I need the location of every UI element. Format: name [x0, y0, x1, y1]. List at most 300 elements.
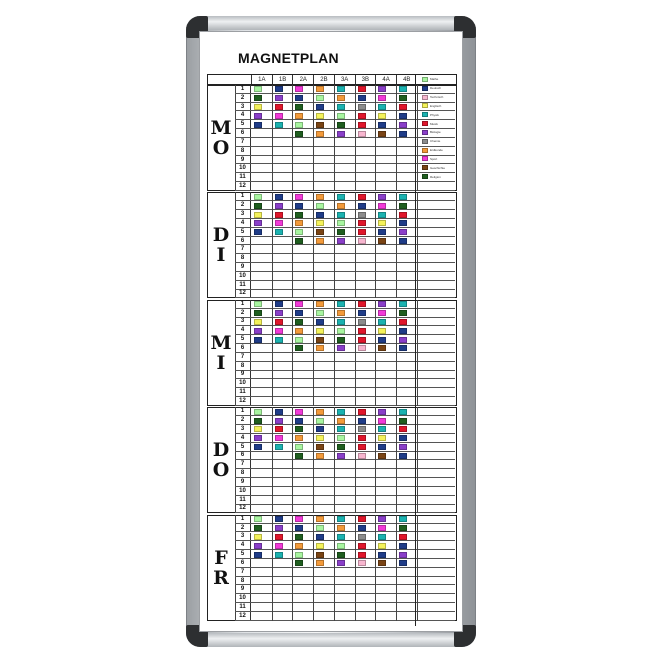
magnet-magenta[interactable] — [378, 310, 386, 316]
magnet-teal[interactable] — [337, 319, 345, 325]
magnet-darkgreen[interactable] — [295, 319, 303, 325]
row-number: 11 — [235, 496, 251, 504]
magnet-purple[interactable] — [254, 543, 262, 549]
legend-item — [422, 84, 455, 93]
day-label-letter: R — [213, 566, 229, 589]
magnet-magenta[interactable] — [295, 516, 303, 522]
magnet-yellow[interactable] — [378, 435, 386, 441]
column-header-3b: 3B — [355, 74, 376, 85]
magnet-orange[interactable] — [316, 453, 324, 459]
day-label-letter: I — [216, 351, 226, 374]
magnet-purple[interactable] — [337, 238, 345, 244]
magnet-lightgreen[interactable] — [295, 552, 303, 558]
magnet-navy[interactable] — [378, 229, 386, 235]
magnet-navy[interactable] — [399, 113, 407, 119]
magnet-navy[interactable] — [358, 525, 366, 531]
row-number: 7 — [235, 245, 251, 253]
magnet-teal[interactable] — [275, 337, 283, 343]
magnet-teal[interactable] — [399, 301, 407, 307]
magnet-orange[interactable] — [316, 560, 324, 566]
magnet-purple[interactable] — [254, 435, 262, 441]
magnet-gray[interactable] — [358, 534, 366, 540]
magnet-navy[interactable] — [399, 435, 407, 441]
column-divider — [292, 407, 293, 513]
magnet-navy[interactable] — [295, 95, 303, 101]
column-divider — [272, 85, 273, 191]
legend-item — [422, 93, 455, 102]
magnet-pink[interactable] — [358, 345, 366, 351]
magnet-teal[interactable] — [337, 104, 345, 110]
legend-label: Musik — [430, 121, 438, 126]
column-divider — [375, 515, 376, 621]
magnet-purple[interactable] — [378, 194, 386, 200]
magnet-brown[interactable] — [378, 345, 386, 351]
column-divider — [334, 85, 335, 191]
magnet-purple[interactable] — [378, 86, 386, 92]
legend-label: Mathe — [430, 77, 439, 82]
magnet-orange[interactable] — [337, 525, 345, 531]
magnet-magenta[interactable] — [275, 328, 283, 334]
magnet-teal[interactable] — [378, 319, 386, 325]
magnet-red[interactable] — [399, 534, 407, 540]
magnet-magenta[interactable] — [378, 525, 386, 531]
day-label-letter: O — [212, 136, 230, 159]
magnet-navy[interactable] — [254, 444, 262, 450]
magnet-darkgreen[interactable] — [295, 104, 303, 110]
magnet-pink[interactable] — [358, 453, 366, 459]
magnet-teal[interactable] — [378, 534, 386, 540]
magnet-lightgreen[interactable] — [337, 113, 345, 119]
magnet-darkgreen[interactable] — [337, 229, 345, 235]
magnet-red[interactable] — [358, 220, 366, 226]
magnet-navy[interactable] — [295, 418, 303, 424]
column-divider — [313, 300, 314, 406]
magnet-navy[interactable] — [295, 525, 303, 531]
magnet-purple[interactable] — [275, 95, 283, 101]
column-divider — [396, 515, 397, 621]
magnet-red[interactable] — [358, 301, 366, 307]
magnet-teal[interactable] — [399, 409, 407, 415]
magnet-darkgreen[interactable] — [399, 310, 407, 316]
magnet-gray[interactable] — [358, 319, 366, 325]
magnet-orange[interactable] — [316, 409, 324, 415]
magnet-gray[interactable] — [358, 426, 366, 432]
legend-swatch — [422, 174, 428, 179]
magnet-brown[interactable] — [378, 238, 386, 244]
magnet-navy[interactable] — [399, 560, 407, 566]
magnet-lightgreen[interactable] — [254, 86, 262, 92]
magnet-orange[interactable] — [337, 310, 345, 316]
magnet-red[interactable] — [275, 534, 283, 540]
magnet-darkgreen[interactable] — [337, 444, 345, 450]
row-number: 3 — [235, 533, 251, 541]
magnet-purple[interactable] — [275, 203, 283, 209]
magnet-orange[interactable] — [337, 95, 345, 101]
magnet-yellow[interactable] — [316, 543, 324, 549]
magnet-red[interactable] — [399, 319, 407, 325]
magnet-purple[interactable] — [337, 453, 345, 459]
magnet-teal[interactable] — [337, 212, 345, 218]
magnet-yellow[interactable] — [254, 212, 262, 218]
magnet-orange[interactable] — [316, 194, 324, 200]
magnet-teal[interactable] — [275, 122, 283, 128]
magnet-navy[interactable] — [275, 516, 283, 522]
magnet-navy[interactable] — [295, 310, 303, 316]
magnet-orange[interactable] — [316, 86, 324, 92]
magnet-purple[interactable] — [378, 409, 386, 415]
magnet-teal[interactable] — [337, 409, 345, 415]
legend-swatch — [422, 77, 428, 82]
magnet-pink[interactable] — [358, 238, 366, 244]
magnet-navy[interactable] — [378, 122, 386, 128]
magnet-teal[interactable] — [337, 516, 345, 522]
magnet-orange[interactable] — [295, 113, 303, 119]
magnet-navy[interactable] — [254, 229, 262, 235]
magnet-yellow[interactable] — [254, 319, 262, 325]
magnet-navy[interactable] — [275, 409, 283, 415]
magnet-red[interactable] — [358, 122, 366, 128]
magnet-red[interactable] — [358, 435, 366, 441]
magnet-navy[interactable] — [316, 104, 324, 110]
magnet-red[interactable] — [358, 409, 366, 415]
column-divider — [313, 85, 314, 191]
legend-label: Biologie — [430, 130, 441, 135]
magnet-darkgreen[interactable] — [295, 426, 303, 432]
magnet-red[interactable] — [399, 212, 407, 218]
column-header-1b: 1B — [272, 74, 293, 85]
magnet-purple[interactable] — [399, 552, 407, 558]
day-label-letter: M — [210, 116, 232, 139]
legend-item — [422, 128, 455, 137]
magnet-lightgreen[interactable] — [254, 516, 262, 522]
magnet-brown[interactable] — [378, 131, 386, 137]
magnet-yellow[interactable] — [316, 328, 324, 334]
column-divider — [313, 407, 314, 513]
row-number: 9 — [235, 263, 251, 271]
magnet-purple[interactable] — [337, 131, 345, 137]
magnet-yellow[interactable] — [254, 534, 262, 540]
magnet-navy[interactable] — [399, 131, 407, 137]
magnet-navy[interactable] — [316, 319, 324, 325]
magnet-red[interactable] — [358, 552, 366, 558]
legend-item — [422, 146, 455, 155]
row-number: 8 — [235, 254, 251, 262]
magnet-brown[interactable] — [316, 337, 324, 343]
magnet-lightgreen[interactable] — [295, 337, 303, 343]
day-label — [207, 85, 235, 191]
magnet-purple[interactable] — [378, 516, 386, 522]
column-divider — [375, 407, 376, 513]
magnet-purple[interactable] — [275, 310, 283, 316]
magnet-purple[interactable] — [254, 113, 262, 119]
magnet-navy[interactable] — [358, 310, 366, 316]
magnet-yellow[interactable] — [316, 113, 324, 119]
row-number: 3 — [235, 318, 251, 326]
magnet-purple[interactable] — [399, 122, 407, 128]
magnet-brown[interactable] — [378, 560, 386, 566]
magnet-navy[interactable] — [275, 301, 283, 307]
legend-swatch — [422, 148, 428, 153]
magnet-purple[interactable] — [337, 560, 345, 566]
magnet-yellow[interactable] — [254, 104, 262, 110]
magnet-navy[interactable] — [275, 194, 283, 200]
magnet-purple[interactable] — [275, 418, 283, 424]
magnet-lightgreen[interactable] — [295, 122, 303, 128]
magnet-purple[interactable] — [337, 345, 345, 351]
magnet-navy[interactable] — [358, 203, 366, 209]
magnet-magenta[interactable] — [275, 220, 283, 226]
magnet-red[interactable] — [275, 426, 283, 432]
magnet-yellow[interactable] — [378, 220, 386, 226]
legend-item — [422, 101, 455, 110]
magnet-orange[interactable] — [295, 328, 303, 334]
magnet-orange[interactable] — [295, 220, 303, 226]
row-number: 8 — [235, 362, 251, 370]
magnet-darkgreen[interactable] — [254, 95, 262, 101]
column-divider — [313, 515, 314, 621]
magnet-teal[interactable] — [275, 552, 283, 558]
magnet-teal[interactable] — [337, 194, 345, 200]
legend-label: Englisch — [430, 103, 442, 108]
row-number: 2 — [235, 416, 251, 424]
magnet-lightgreen[interactable] — [295, 229, 303, 235]
magnet-lightgreen[interactable] — [337, 435, 345, 441]
magnet-orange[interactable] — [316, 238, 324, 244]
magnet-purple[interactable] — [399, 337, 407, 343]
magnet-purple[interactable] — [399, 444, 407, 450]
magnet-teal[interactable] — [337, 301, 345, 307]
column-divider — [396, 85, 397, 191]
magnet-magenta[interactable] — [378, 203, 386, 209]
magnet-darkgreen[interactable] — [399, 95, 407, 101]
magnet-lightgreen[interactable] — [254, 301, 262, 307]
day-label — [207, 192, 235, 298]
row-number: 11 — [235, 173, 251, 181]
magnet-teal[interactable] — [378, 104, 386, 110]
day-label-letter: M — [210, 331, 232, 354]
magnet-teal[interactable] — [399, 194, 407, 200]
magnet-navy[interactable] — [275, 86, 283, 92]
magnet-red[interactable] — [358, 194, 366, 200]
magnet-lightgreen[interactable] — [295, 444, 303, 450]
magnet-lightgreen[interactable] — [337, 543, 345, 549]
frame-rail-bottom — [186, 633, 476, 647]
magnet-purple[interactable] — [254, 328, 262, 334]
magnet-purple[interactable] — [378, 301, 386, 307]
magnet-brown[interactable] — [316, 229, 324, 235]
column-divider — [396, 407, 397, 513]
magnet-darkgreen[interactable] — [295, 453, 303, 459]
magnet-lightgreen[interactable] — [316, 310, 324, 316]
magnet-teal[interactable] — [378, 426, 386, 432]
magnet-magenta[interactable] — [275, 543, 283, 549]
magnet-teal[interactable] — [337, 86, 345, 92]
magnet-yellow[interactable] — [378, 328, 386, 334]
magnet-brown[interactable] — [316, 552, 324, 558]
magnet-navy[interactable] — [316, 426, 324, 432]
magnet-magenta[interactable] — [275, 113, 283, 119]
magnet-darkgreen[interactable] — [399, 418, 407, 424]
magnet-red[interactable] — [358, 444, 366, 450]
row-number: 6 — [235, 237, 251, 245]
magnet-yellow[interactable] — [316, 220, 324, 226]
magnet-darkgreen[interactable] — [337, 552, 345, 558]
magnet-red[interactable] — [275, 319, 283, 325]
magnet-darkgreen[interactable] — [295, 560, 303, 566]
magnet-teal[interactable] — [399, 516, 407, 522]
magnet-navy[interactable] — [399, 543, 407, 549]
magnet-orange[interactable] — [316, 516, 324, 522]
magnet-lightgreen[interactable] — [316, 525, 324, 531]
magnet-red[interactable] — [275, 212, 283, 218]
magnet-magenta[interactable] — [295, 86, 303, 92]
magnet-orange[interactable] — [295, 543, 303, 549]
magnet-navy[interactable] — [378, 552, 386, 558]
magnet-red[interactable] — [399, 426, 407, 432]
magnet-teal[interactable] — [378, 212, 386, 218]
magnet-orange[interactable] — [316, 131, 324, 137]
magnet-yellow[interactable] — [378, 543, 386, 549]
column-divider — [292, 192, 293, 298]
day-label-letter: D — [212, 439, 230, 462]
column-divider — [396, 300, 397, 406]
magnet-magenta[interactable] — [378, 95, 386, 101]
magnet-magenta[interactable] — [295, 301, 303, 307]
magnet-red[interactable] — [358, 543, 366, 549]
magnet-navy[interactable] — [358, 418, 366, 424]
magnet-navy[interactable] — [399, 345, 407, 351]
magnet-lightgreen[interactable] — [337, 328, 345, 334]
magnet-red[interactable] — [358, 113, 366, 119]
legend-label: Physik — [430, 112, 439, 117]
magnet-navy[interactable] — [254, 122, 262, 128]
magnet-teal[interactable] — [275, 229, 283, 235]
magnet-navy[interactable] — [399, 220, 407, 226]
magnet-purple[interactable] — [275, 525, 283, 531]
magnet-purple[interactable] — [399, 229, 407, 235]
magnet-red[interactable] — [399, 104, 407, 110]
magnet-lightgreen[interactable] — [316, 418, 324, 424]
column-header-4a: 4A — [375, 74, 396, 85]
magnet-darkgreen[interactable] — [295, 238, 303, 244]
row-number: 7 — [235, 138, 251, 146]
legend-swatch — [422, 112, 428, 117]
magnet-magenta[interactable] — [275, 435, 283, 441]
magnet-navy[interactable] — [378, 444, 386, 450]
magnet-orange[interactable] — [316, 301, 324, 307]
magnet-red[interactable] — [275, 104, 283, 110]
row-number: 4 — [235, 326, 251, 334]
row-number: 6 — [235, 344, 251, 352]
magnet-navy[interactable] — [316, 212, 324, 218]
magnet-brown[interactable] — [378, 453, 386, 459]
magnet-darkgreen[interactable] — [399, 525, 407, 531]
magnet-darkgreen[interactable] — [254, 203, 262, 209]
magnet-pink[interactable] — [358, 131, 366, 137]
legend-label: Chemie — [430, 139, 441, 144]
legend-label: Sport — [430, 156, 438, 161]
magnet-navy[interactable] — [358, 95, 366, 101]
magnet-navy[interactable] — [254, 337, 262, 343]
legend-item — [422, 110, 455, 119]
magnet-darkgreen[interactable] — [399, 203, 407, 209]
column-header-1a: 1A — [251, 74, 272, 85]
magnet-navy[interactable] — [399, 238, 407, 244]
magnet-pink[interactable] — [358, 560, 366, 566]
magnet-lightgreen[interactable] — [254, 409, 262, 415]
magnet-red[interactable] — [358, 86, 366, 92]
magnet-darkgreen[interactable] — [295, 131, 303, 137]
row-number: 10 — [235, 164, 251, 172]
magnet-lightgreen[interactable] — [316, 203, 324, 209]
magnet-orange[interactable] — [295, 435, 303, 441]
magnet-teal[interactable] — [337, 426, 345, 432]
magnet-teal[interactable] — [275, 444, 283, 450]
magnet-darkgreen[interactable] — [254, 418, 262, 424]
row-number: 5 — [235, 550, 251, 558]
magnet-navy[interactable] — [399, 453, 407, 459]
magnet-gray[interactable] — [358, 104, 366, 110]
column-header-2b: 2B — [313, 74, 334, 85]
magnet-orange[interactable] — [337, 203, 345, 209]
magnet-yellow[interactable] — [316, 435, 324, 441]
magnet-darkgreen[interactable] — [295, 345, 303, 351]
magnet-darkgreen[interactable] — [295, 534, 303, 540]
row-number: 10 — [235, 487, 251, 495]
magnet-navy[interactable] — [399, 328, 407, 334]
magnet-navy[interactable] — [378, 337, 386, 343]
magnet-red[interactable] — [358, 337, 366, 343]
magnet-yellow[interactable] — [254, 426, 262, 432]
magnet-brown[interactable] — [316, 122, 324, 128]
magnet-brown[interactable] — [316, 444, 324, 450]
magnet-navy[interactable] — [316, 534, 324, 540]
magnet-gray[interactable] — [358, 212, 366, 218]
magnet-darkgreen[interactable] — [337, 337, 345, 343]
column-divider — [375, 85, 376, 191]
magnet-teal[interactable] — [337, 534, 345, 540]
magnet-lightgreen[interactable] — [337, 220, 345, 226]
column-divider — [355, 192, 356, 298]
row-number: 8 — [235, 577, 251, 585]
magnet-navy[interactable] — [254, 552, 262, 558]
legend-label: Technisch — [430, 95, 444, 100]
magnet-orange[interactable] — [337, 418, 345, 424]
magnet-darkgreen[interactable] — [295, 212, 303, 218]
magnet-purple[interactable] — [254, 220, 262, 226]
magnet-yellow[interactable] — [378, 113, 386, 119]
magnet-darkgreen[interactable] — [337, 122, 345, 128]
magnet-navy[interactable] — [295, 203, 303, 209]
magnet-darkgreen[interactable] — [254, 310, 262, 316]
magnet-red[interactable] — [358, 229, 366, 235]
magnet-lightgreen[interactable] — [254, 194, 262, 200]
row-number: 5 — [235, 443, 251, 451]
magnet-lightgreen[interactable] — [316, 95, 324, 101]
magnet-darkgreen[interactable] — [254, 525, 262, 531]
row-number: 8 — [235, 469, 251, 477]
magnet-orange[interactable] — [316, 345, 324, 351]
magnet-magenta[interactable] — [295, 194, 303, 200]
magnet-teal[interactable] — [399, 86, 407, 92]
column-divider — [334, 515, 335, 621]
magnet-magenta[interactable] — [295, 409, 303, 415]
row-number: 4 — [235, 541, 251, 549]
legend-label: Deutsch — [430, 86, 442, 91]
magnet-magenta[interactable] — [378, 418, 386, 424]
magnet-red[interactable] — [358, 328, 366, 334]
magnet-red[interactable] — [358, 516, 366, 522]
